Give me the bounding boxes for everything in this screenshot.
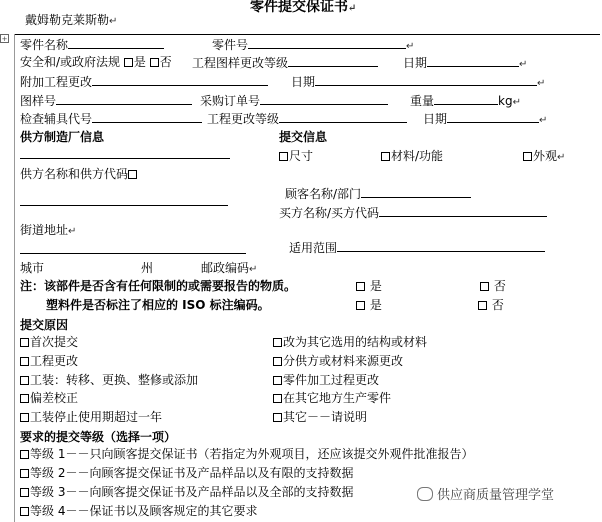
iso-yes: 是 [356, 298, 382, 312]
level-checkbox[interactable] [20, 507, 29, 516]
restricted-no-checkbox[interactable] [480, 282, 489, 291]
engineering-change-level-field[interactable] [279, 111, 407, 123]
iso-yes-checkbox[interactable] [356, 301, 365, 310]
fixture-number-field[interactable] [92, 111, 202, 123]
reason-right-2[interactable]: 分供方或材料来源更改 [273, 354, 403, 368]
state-label: 州 [141, 261, 154, 275]
street-address-field[interactable] [20, 242, 246, 254]
street-address: 街道地址↵ [20, 223, 77, 237]
iso-no-checkbox[interactable] [478, 301, 487, 310]
levels-heading: 要求的提交等级（选择一项） [20, 430, 177, 444]
level-1[interactable]: 等级 1－－只向顾客提交保证书（若指定为外观项目，还应该提交外观件批准报告） [20, 447, 473, 461]
submission-appearance: 外观↵ [523, 149, 565, 165]
row-part-name: 零件名称 [20, 37, 164, 52]
row-engineering-level: 工程更改等级 [207, 111, 407, 126]
row-date-1: 日期 ↵ [403, 56, 528, 70]
customer-dept-row: 顾客名称/部门 [285, 186, 471, 201]
table-top-border [14, 34, 600, 35]
row-date-2: 日期 ↵ [291, 75, 546, 89]
row-additional-change: 附加工程更改 [20, 74, 268, 89]
row-weight: 重量 kg↵ [410, 94, 521, 108]
safety-yes-checkbox[interactable] [124, 58, 133, 67]
buyer-code-row: 买方名称/买方代码 [279, 205, 547, 220]
additional-change-field[interactable] [92, 74, 268, 86]
restricted-yes-checkbox[interactable] [356, 282, 365, 291]
application-field[interactable] [337, 240, 545, 252]
submission-materials: 材料/功能 [381, 149, 443, 163]
reason-checkbox[interactable] [20, 357, 29, 366]
date-field-1[interactable] [427, 55, 519, 67]
reason-checkbox[interactable] [20, 338, 29, 347]
reason-checkbox[interactable] [20, 394, 29, 403]
restricted-no: 否 [480, 279, 506, 293]
weight-field[interactable] [434, 93, 498, 105]
reason-checkbox[interactable] [273, 394, 282, 403]
page-title: 零件提交保证书↵ [250, 0, 357, 15]
reason-left-3[interactable]: 工装：转移、更换、整修或添加 [20, 373, 198, 387]
reason-checkbox[interactable] [273, 413, 282, 422]
row-date-3: 日期 ↵ [423, 112, 548, 126]
drawing-change-level-field[interactable] [288, 55, 378, 67]
row-fixture: 检查辅具代号 [20, 111, 202, 126]
iso-no: 否 [478, 298, 504, 312]
reason-checkbox[interactable] [20, 376, 29, 385]
po-number-field[interactable] [260, 93, 388, 105]
supplier-blank-line [20, 147, 230, 162]
level-checkbox[interactable] [20, 450, 29, 459]
supplier-name-line-field[interactable] [20, 147, 230, 159]
supplier-code-line-field[interactable] [20, 194, 228, 206]
row-safety: 安全和/或政府法规 是 否 [20, 55, 172, 69]
reason-left-1[interactable]: 首次提交 [20, 335, 78, 349]
row-po-number: 采购订单号 [200, 93, 388, 108]
supplier-line-2 [20, 194, 228, 209]
reason-right-3[interactable]: 零件加工过程更改 [273, 373, 379, 387]
company-name: 戴姆勒克莱斯勒↵ [25, 13, 118, 27]
dimensional-checkbox[interactable] [279, 152, 288, 161]
date-field-3[interactable] [447, 111, 539, 123]
watermark: 供应商质量管理学堂 [417, 484, 554, 503]
reason-right-4[interactable]: 在其它地方生产零件 [273, 391, 391, 405]
supplier-name-code: 供方名称和供方代码 [20, 167, 138, 181]
reason-checkbox[interactable] [273, 338, 282, 347]
supplier-heading: 供方制造厂信息 [20, 130, 105, 144]
reason-left-5[interactable]: 工装停止使用期超过一年 [20, 410, 162, 424]
reason-checkbox[interactable] [20, 413, 29, 422]
note-restricted: 注：该部件是否含有任何限制的或需要报告的物质。 [20, 279, 297, 293]
postal-label: 邮政编码↵ [201, 261, 258, 275]
level-3[interactable]: 等级 3－－向顾客提交保证书及产品样品以及全部的支持数据 [20, 485, 353, 499]
reason-checkbox[interactable] [273, 357, 282, 366]
submission-info-heading: 提交信息 [279, 130, 328, 144]
reason-right-1[interactable]: 改为其它选用的结构或材料 [273, 335, 427, 349]
note-iso: 塑料件是否标注了相应的 ISO 标注编码。 [46, 298, 270, 312]
submission-dimensional: 尺寸 [279, 149, 313, 163]
city-row: 城市 [20, 261, 45, 275]
buyer-code-field[interactable] [379, 205, 547, 217]
level-4[interactable]: 等级 4－－保证书以及顾客规定的其它要求 [20, 504, 257, 518]
part-number-field[interactable] [248, 37, 406, 49]
reasons-heading: 提交原因 [20, 318, 69, 332]
level-checkbox[interactable] [20, 469, 29, 478]
table-left-border [14, 34, 15, 522]
supplier-code-checkbox[interactable] [128, 170, 137, 179]
level-checkbox[interactable] [20, 488, 29, 497]
reason-left-4[interactable]: 偏差校正 [20, 391, 78, 405]
address-line [20, 242, 246, 257]
customer-dept-field[interactable] [361, 186, 471, 198]
table-move-handle-icon[interactable]: + [1, 35, 8, 43]
row-drawing-number: 图样号 [20, 93, 192, 108]
drawing-number-field[interactable] [56, 93, 192, 105]
reason-right-5[interactable]: 其它－－请说明 [273, 410, 367, 424]
restricted-yes: 是 [356, 279, 382, 293]
row-drawing-level: 工程图样更改等级 [192, 55, 378, 70]
part-name-field[interactable] [68, 37, 164, 49]
wechat-icon [417, 487, 433, 501]
date-field-2[interactable] [315, 74, 537, 86]
safety-no-checkbox[interactable] [150, 58, 159, 67]
materials-checkbox[interactable] [381, 152, 390, 161]
level-2[interactable]: 等级 2－－向顾客提交保证书及产品样品以及有限的支持数据 [20, 466, 353, 480]
application-row: 适用范围 [289, 240, 545, 255]
row-part-number: 零件号 ↵ [212, 38, 415, 52]
reason-checkbox[interactable] [273, 376, 282, 385]
reason-left-2[interactable]: 工程更改 [20, 354, 78, 368]
appearance-checkbox[interactable] [523, 152, 532, 161]
